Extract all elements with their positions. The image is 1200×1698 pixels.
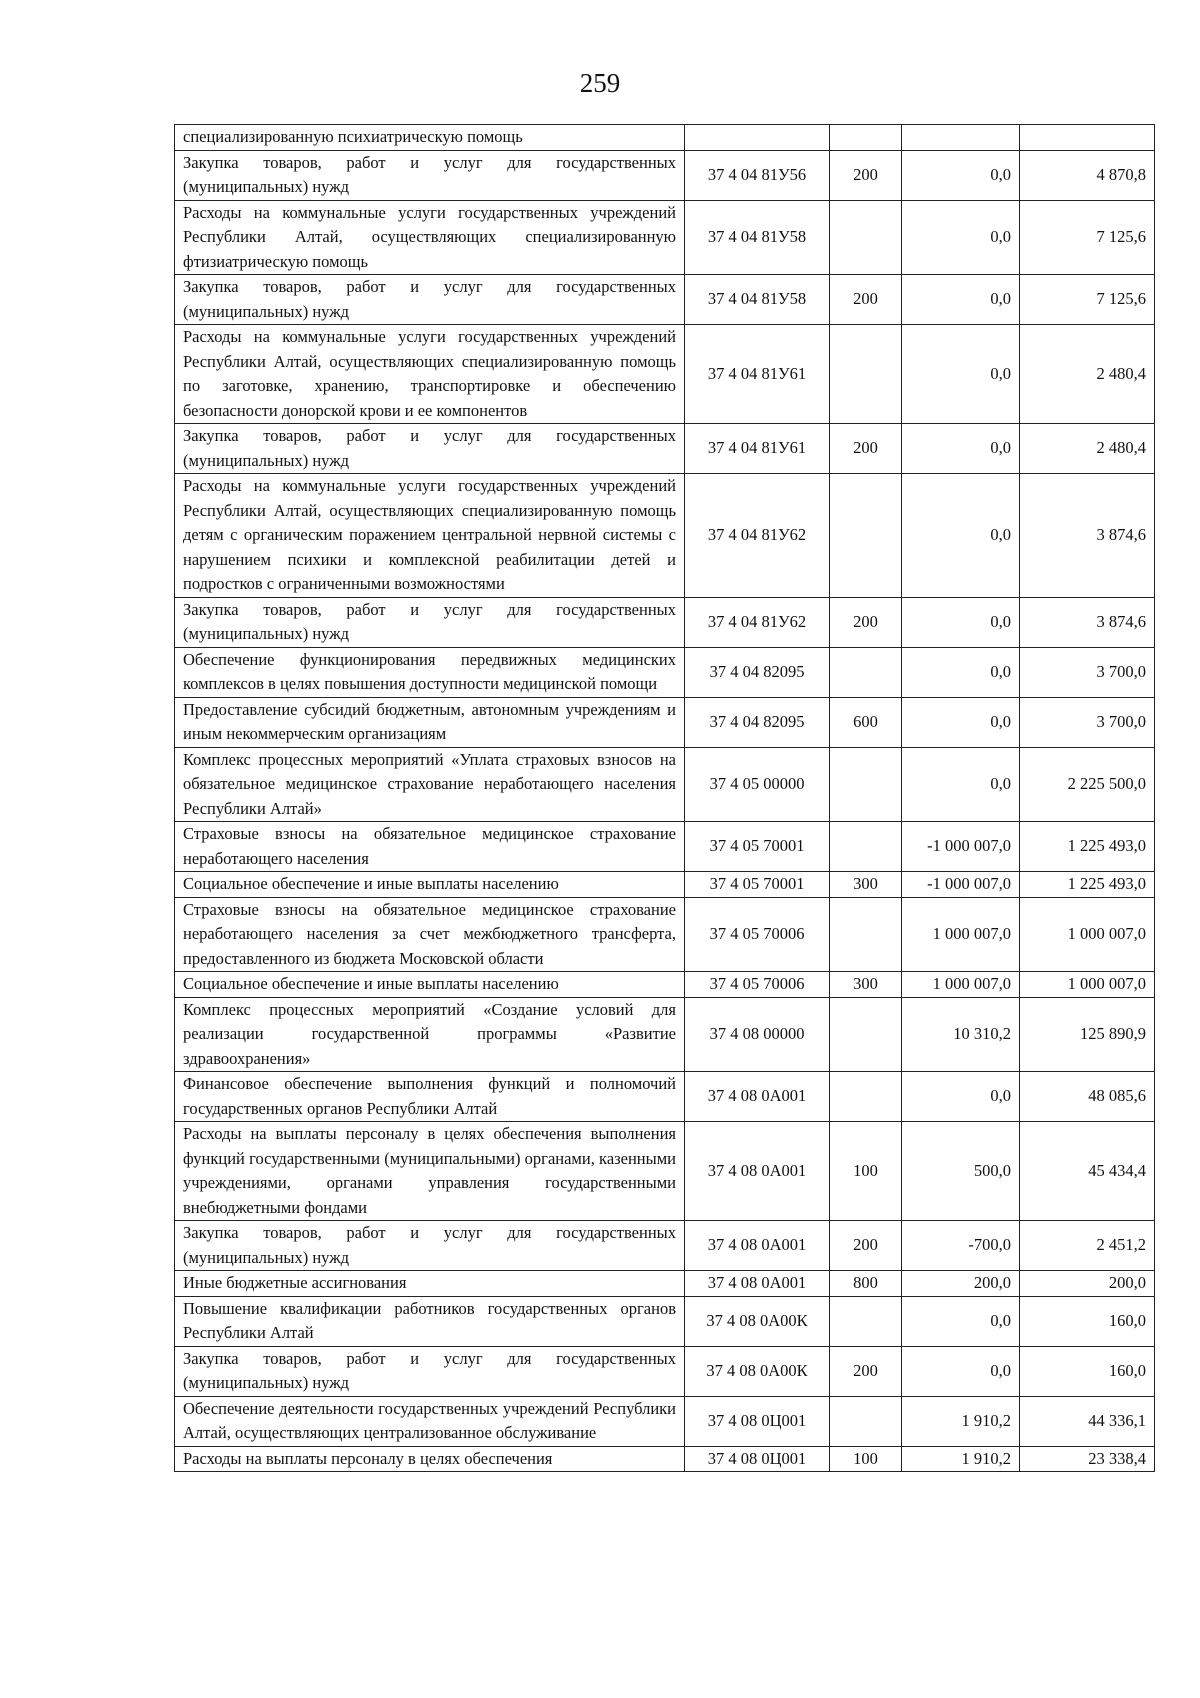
- expense-type-code: 800: [830, 1271, 902, 1297]
- amount-total: 23 338,4: [1020, 1446, 1155, 1472]
- row-description: Закупка товаров, работ и услуг для государственных (муниципальных) нужд: [175, 1221, 685, 1271]
- row-description: Обеспечение деятельности государственных учреждений Республики Алтай, осуществляющих централизованное обслуживание: [175, 1396, 685, 1446]
- amount-change: -700,0: [902, 1221, 1020, 1271]
- expense-type-code: [830, 822, 902, 872]
- expense-type-code: [830, 125, 902, 151]
- target-article-code: 37 4 08 0А00К: [685, 1296, 830, 1346]
- row-description: Закупка товаров, работ и услуг для государственных (муниципальных) нужд: [175, 275, 685, 325]
- table-row: [175, 872, 1155, 898]
- amount-total: 2 225 500,0: [1020, 747, 1155, 822]
- amount-change: 0,0: [902, 150, 1020, 200]
- row-description: Расходы на коммунальные услуги государственных учреждений Республики Алтай, осуществляющих специализированную помощь по заготовке, хранению, транспортировке и обеспечению безопасности донорской крови и ее компонентов: [175, 325, 685, 424]
- row-description: Расходы на коммунальные услуги государственных учреждений Республики Алтай, осуществляющих специализированную помощь детям с органическим поражением центральной нервной системы с нарушением психики и комплексной реабилитации детей и подростков с ограниченными возможностями: [175, 474, 685, 598]
- expense-type-code: [830, 200, 902, 275]
- amount-change: 0,0: [902, 647, 1020, 697]
- table-row: [175, 997, 1155, 1072]
- amount-change: 0,0: [902, 1346, 1020, 1396]
- target-article-code: 37 4 04 81У56: [685, 150, 830, 200]
- target-article-code: 37 4 04 81У62: [685, 597, 830, 647]
- row-description: Расходы на выплаты персоналу в целях обеспечения выполнения функций государственными (муниципальными) органами, казенными учреждениями, органами управления государственными внебюджетными фондами: [175, 1122, 685, 1221]
- amount-total: [1020, 125, 1155, 151]
- table-row: [175, 972, 1155, 998]
- target-article-code: 37 4 04 81У58: [685, 200, 830, 275]
- table-row: [175, 150, 1155, 200]
- amount-change: 1 000 007,0: [902, 972, 1020, 998]
- amount-change: 1 910,2: [902, 1396, 1020, 1446]
- row-description: Финансовое обеспечение выполнения функций и полномочий государственных органов Республики Алтай: [175, 1072, 685, 1122]
- table-row: [175, 424, 1155, 474]
- amount-total: 160,0: [1020, 1346, 1155, 1396]
- table-row: [175, 1072, 1155, 1122]
- amount-total: 2 480,4: [1020, 325, 1155, 424]
- table-row: [175, 597, 1155, 647]
- expense-type-code: 100: [830, 1122, 902, 1221]
- table-row: [175, 1296, 1155, 1346]
- target-article-code: 37 4 05 00000: [685, 747, 830, 822]
- amount-total: 160,0: [1020, 1296, 1155, 1346]
- amount-total: 4 870,8: [1020, 150, 1155, 200]
- amount-change: 1 000 007,0: [902, 897, 1020, 972]
- amount-total: 7 125,6: [1020, 200, 1155, 275]
- amount-change: 0,0: [902, 275, 1020, 325]
- amount-change: 0,0: [902, 474, 1020, 598]
- table-row: [175, 325, 1155, 424]
- amount-total: 3 700,0: [1020, 647, 1155, 697]
- target-article-code: 37 4 04 82095: [685, 647, 830, 697]
- amount-total: 45 434,4: [1020, 1122, 1155, 1221]
- expense-type-code: [830, 325, 902, 424]
- row-description: Страховые взносы на обязательное медицинское страхование неработающего населения за счет межбюджетного трансферта, предоставленного из бюджета Московской области: [175, 897, 685, 972]
- amount-total: 1 225 493,0: [1020, 822, 1155, 872]
- row-description: Повышение квалификации работников государственных органов Республики Алтай: [175, 1296, 685, 1346]
- table-row: [175, 1271, 1155, 1297]
- expense-type-code: 200: [830, 1346, 902, 1396]
- amount-total: 1 000 007,0: [1020, 972, 1155, 998]
- amount-total: 48 085,6: [1020, 1072, 1155, 1122]
- page-number: 259: [579, 68, 621, 98]
- table-row: [175, 747, 1155, 822]
- expense-type-code: [830, 1296, 902, 1346]
- row-description: Страховые взносы на обязательное медицинское страхование неработающего населения: [175, 822, 685, 872]
- target-article-code: 37 4 05 70001: [685, 822, 830, 872]
- table-row: [175, 1221, 1155, 1271]
- target-article-code: 37 4 08 00000: [685, 997, 830, 1072]
- table-row: [175, 474, 1155, 598]
- target-article-code: 37 4 05 70006: [685, 972, 830, 998]
- amount-total: 1 000 007,0: [1020, 897, 1155, 972]
- row-description: Закупка товаров, работ и услуг для государственных (муниципальных) нужд: [175, 424, 685, 474]
- expense-type-code: 300: [830, 972, 902, 998]
- row-description: Комплекс процессных мероприятий «Уплата страховых взносов на обязательное медицинское страхование неработающего населения Республики Алтай»: [175, 747, 685, 822]
- row-description: Социальное обеспечение и иные выплаты населению: [175, 972, 685, 998]
- amount-total: 1 225 493,0: [1020, 872, 1155, 898]
- row-description: Закупка товаров, работ и услуг для государственных (муниципальных) нужд: [175, 150, 685, 200]
- amount-change: 0,0: [902, 747, 1020, 822]
- target-article-code: [685, 125, 830, 151]
- expense-type-code: 200: [830, 1221, 902, 1271]
- target-article-code: 37 4 08 0Ц001: [685, 1396, 830, 1446]
- table-row: [175, 1396, 1155, 1446]
- amount-change: 0,0: [902, 1072, 1020, 1122]
- table-row: [175, 200, 1155, 275]
- expense-type-code: [830, 747, 902, 822]
- target-article-code: 37 4 08 0А00К: [685, 1346, 830, 1396]
- table-row: [175, 125, 1155, 151]
- expense-type-code: 200: [830, 150, 902, 200]
- expense-type-code: [830, 997, 902, 1072]
- amount-change: 10 310,2: [902, 997, 1020, 1072]
- target-article-code: 37 4 05 70006: [685, 897, 830, 972]
- row-description: Расходы на выплаты персоналу в целях обеспечения: [175, 1446, 685, 1472]
- amount-change: 0,0: [902, 1296, 1020, 1346]
- amount-total: 200,0: [1020, 1271, 1155, 1297]
- amount-total: 44 336,1: [1020, 1396, 1155, 1446]
- amount-change: 500,0: [902, 1122, 1020, 1221]
- amount-change: 0,0: [902, 424, 1020, 474]
- expense-type-code: 300: [830, 872, 902, 898]
- expense-type-code: [830, 474, 902, 598]
- expense-type-code: [830, 647, 902, 697]
- expense-type-code: [830, 897, 902, 972]
- target-article-code: 37 4 08 0А001: [685, 1221, 830, 1271]
- table-row: [175, 822, 1155, 872]
- expense-type-code: 600: [830, 697, 902, 747]
- target-article-code: 37 4 08 0А001: [685, 1271, 830, 1297]
- row-description: Социальное обеспечение и иные выплаты населению: [175, 872, 685, 898]
- expense-type-code: [830, 1396, 902, 1446]
- table-row: [175, 897, 1155, 972]
- row-description: Закупка товаров, работ и услуг для государственных (муниципальных) нужд: [175, 597, 685, 647]
- table-row: [175, 1122, 1155, 1221]
- amount-change: 0,0: [902, 200, 1020, 275]
- target-article-code: 37 4 04 81У58: [685, 275, 830, 325]
- table-row: [175, 1346, 1155, 1396]
- expense-type-code: [830, 1072, 902, 1122]
- row-description: Предоставление субсидий бюджетным, автономным учреждениям и иным некоммерческим организациям: [175, 697, 685, 747]
- row-description: Комплекс процессных мероприятий «Создание условий для реализации государственной программы «Развитие здравоохранения»: [175, 997, 685, 1072]
- target-article-code: 37 4 04 81У62: [685, 474, 830, 598]
- table-row: [175, 1446, 1155, 1472]
- amount-change: -1 000 007,0: [902, 822, 1020, 872]
- row-description: Обеспечение функционирования передвижных медицинских комплексов в целях повышения доступности медицинской помощи: [175, 647, 685, 697]
- table-row: [175, 697, 1155, 747]
- row-description: Закупка товаров, работ и услуг для государственных (муниципальных) нужд: [175, 1346, 685, 1396]
- amount-total: 2 451,2: [1020, 1221, 1155, 1271]
- amount-change: 0,0: [902, 697, 1020, 747]
- expense-type-code: 200: [830, 424, 902, 474]
- amount-total: 7 125,6: [1020, 275, 1155, 325]
- target-article-code: 37 4 04 82095: [685, 697, 830, 747]
- amount-change: -1 000 007,0: [902, 872, 1020, 898]
- expense-type-code: 200: [830, 275, 902, 325]
- amount-change: 0,0: [902, 325, 1020, 424]
- target-article-code: 37 4 08 0А001: [685, 1122, 830, 1221]
- target-article-code: 37 4 08 0Ц001: [685, 1446, 830, 1472]
- row-description: специализированную психиатрическую помощь: [175, 125, 685, 151]
- expense-type-code: 100: [830, 1446, 902, 1472]
- row-description: Иные бюджетные ассигнования: [175, 1271, 685, 1297]
- target-article-code: 37 4 08 0А001: [685, 1072, 830, 1122]
- expense-type-code: 200: [830, 597, 902, 647]
- amount-total: 3 874,6: [1020, 597, 1155, 647]
- amount-total: 125 890,9: [1020, 997, 1155, 1072]
- amount-change: 200,0: [902, 1271, 1020, 1297]
- amount-total: 3 874,6: [1020, 474, 1155, 598]
- target-article-code: 37 4 04 81У61: [685, 325, 830, 424]
- amount-change: [902, 125, 1020, 151]
- amount-change: 1 910,2: [902, 1446, 1020, 1472]
- target-article-code: 37 4 04 81У61: [685, 424, 830, 474]
- budget-table: [174, 124, 1155, 1472]
- amount-change: 0,0: [902, 597, 1020, 647]
- row-description: Расходы на коммунальные услуги государственных учреждений Республики Алтай, осуществляющих специализированную фтизиатрическую помощь: [175, 200, 685, 275]
- amount-total: 3 700,0: [1020, 697, 1155, 747]
- amount-total: 2 480,4: [1020, 424, 1155, 474]
- table-row: [175, 275, 1155, 325]
- target-article-code: 37 4 05 70001: [685, 872, 830, 898]
- table-row: [175, 647, 1155, 697]
